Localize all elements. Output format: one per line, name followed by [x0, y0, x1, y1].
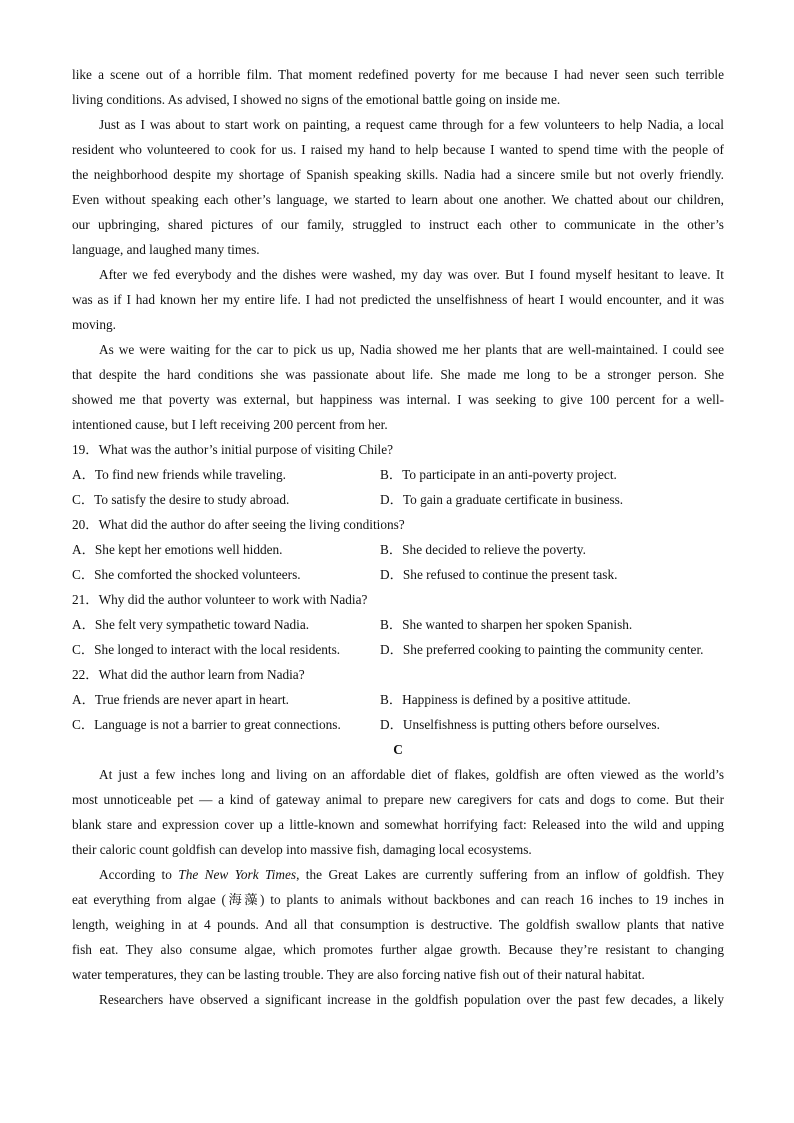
option-row: [72, 687, 724, 712]
option-d[interactable]: D．To gain a graduate certificate in business.: [380, 492, 624, 507]
option-c[interactable]: C．She longed to interact with the local residents.: [72, 642, 341, 657]
question-19: [72, 437, 724, 512]
question-21: [72, 587, 724, 662]
option-d[interactable]: D．She refused to continue the present task.: [380, 567, 618, 582]
option-row: [72, 637, 724, 662]
text-line: that despite the hard conditions she was passionate about life. She made me long to be a stronger person. She: [72, 367, 724, 382]
option-c[interactable]: C．She comforted the shocked volunteers.: [72, 567, 301, 582]
text-line: fish eat. They also consume algae, which promotes further algae growth. Because they’re resistant to changing: [72, 942, 724, 957]
text-line: moving.: [72, 317, 116, 332]
passage-c-paragraph-2: [72, 862, 724, 987]
text-line: Just as I was about to start work on painting, a request came through for a few volunteers to help Nadia, a local: [99, 117, 724, 132]
option-row: [72, 462, 724, 487]
passage-b-paragraph-3: [72, 262, 724, 337]
question-stem: 20．What did the author do after seeing the living conditions?: [72, 517, 405, 532]
passage-c-paragraph-3: [72, 987, 724, 1012]
option-a[interactable]: A．She felt very sympathetic toward Nadia.: [72, 617, 310, 632]
option-c[interactable]: C．To satisfy the desire to study abroad.: [72, 492, 290, 507]
passage-c-paragraph-1: [72, 762, 724, 862]
text-segment: , the Great Lakes are currently suffering from an inflow of goldfish. They: [296, 867, 724, 882]
text-line: our upbringing, shared pictures of our family, struggled to instruct each other to communicate in the other’s: [72, 217, 724, 232]
option-b[interactable]: B．To participate in an anti-poverty project.: [380, 467, 617, 482]
question-20: [72, 512, 724, 587]
exam-page: [72, 62, 724, 1012]
question-stem: 19．What was the author’s initial purpose of visiting Chile?: [72, 442, 394, 457]
text-line: After we fed everybody and the dishes were washed, my day was over. But I found myself hesitant to leave. It: [99, 267, 724, 282]
option-row: [72, 537, 724, 562]
text-line: showed me that poverty was external, but happiness was internal. I was seeking to give 100 percent for a well-: [72, 392, 724, 407]
option-b[interactable]: B．She decided to relieve the poverty.: [380, 542, 586, 557]
text-line: water temperatures, they can be lasting trouble. They are also forcing native fish out of their natural habitat.: [72, 967, 645, 982]
question-stem: 22．What did the author learn from Nadia?: [72, 667, 305, 682]
text-line: most unnoticeable pet — a kind of gateway animal to prepare new caregivers for cats and dogs to come. But their: [72, 792, 724, 807]
text-segment: According to: [99, 867, 179, 882]
option-row: [72, 712, 724, 737]
text-line: the neighborhood despite my shortage of Spanish speaking skills. Nadia had a sincere smile but not overly friendly.: [72, 167, 724, 182]
option-a[interactable]: A．True friends are never apart in heart.: [72, 692, 289, 707]
option-row: [72, 562, 724, 587]
text-line: intentioned cause, but I left receiving 200 percent from her.: [72, 417, 388, 432]
option-a[interactable]: A．She kept her emotions well hidden.: [72, 542, 283, 557]
text-line: like a scene out of a horrible film. That moment redefined poverty for me because I had never seen such terrible: [72, 67, 724, 82]
text-line: length, weighing in at 4 pounds. And all that consumption is destructive. The goldfish swallow plants that native: [72, 917, 724, 932]
option-d[interactable]: D．Unselfishness is putting others before ourselves.: [380, 717, 660, 732]
text-line: blank stare and expression cover up a little-known and somewhat horrifying fact: Released into the wild and upping: [72, 817, 724, 832]
option-row: [72, 487, 724, 512]
text-line: living conditions. As advised, I showed no signs of the emotional battle going on inside me.: [72, 92, 561, 107]
option-b[interactable]: B．She wanted to sharpen her spoken Spanish.: [380, 617, 633, 632]
text-line: was as if I had known her my entire life. I had not predicted the unselfishness of heart I would encounter, and it was: [72, 292, 724, 307]
passage-b-paragraph-2: [72, 112, 724, 262]
passage-b-paragraph-4: [72, 337, 724, 437]
text-line: As we were waiting for the car to pick us up, Nadia showed me her plants that are well-maintained. I could see: [99, 342, 724, 357]
option-a[interactable]: A．To find new friends while traveling.: [72, 467, 286, 482]
section-heading: C: [393, 742, 403, 757]
question-stem: 21．Why did the author volunteer to work with Nadia?: [72, 592, 368, 607]
text-line: language, and laughed many times.: [72, 242, 260, 257]
option-c[interactable]: C．Language is not a barrier to great connections.: [72, 717, 341, 732]
option-b[interactable]: B．Happiness is defined by a positive attitude.: [380, 692, 631, 707]
text-line: their caloric count goldfish can develop into massive fish, damaging local ecosystems.: [72, 842, 532, 857]
text-line: resident who volunteered to cook for us. I raised my hand to help because I wanted to spend time with the people of: [72, 142, 724, 157]
passage-b-paragraph-1: [72, 62, 724, 112]
text-line: At just a few inches long and living on an affordable diet of flakes, goldfish are often viewed as the world’s: [99, 767, 724, 782]
text-line: [72, 862, 724, 887]
text-line: Even without speaking each other’s language, we started to learn about one another. We chatted about our children,: [72, 192, 724, 207]
option-d[interactable]: D．She preferred cooking to painting the community center.: [380, 642, 704, 657]
publication-title: The New York Times: [178, 867, 297, 882]
text-line: eat everything from algae (海藻) to plants to animals without backbones and can reach 16 inches to 19 inches in: [72, 892, 724, 907]
text-line: Researchers have observed a significant increase in the goldfish population over the past few decades, a likely: [99, 992, 724, 1007]
question-22: [72, 662, 724, 737]
option-row: [72, 612, 724, 637]
